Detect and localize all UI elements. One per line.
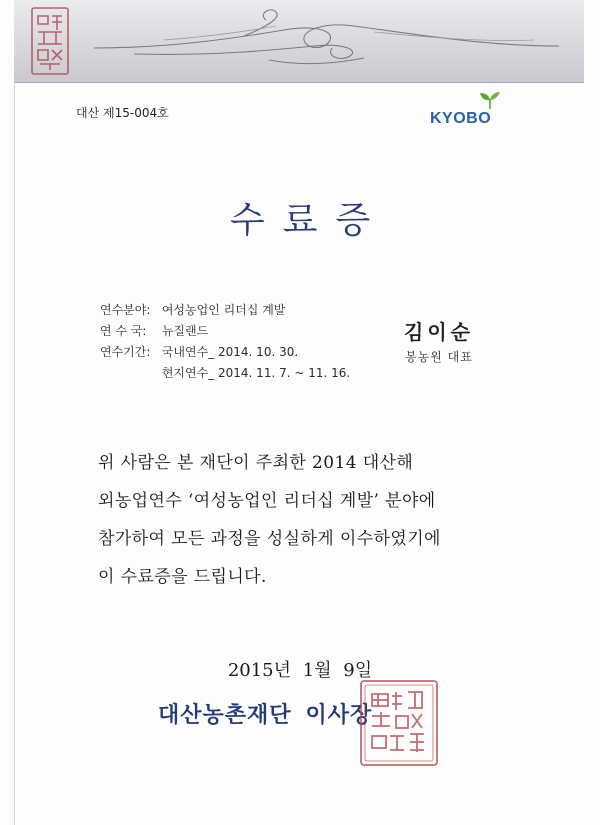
issuer [158, 698, 372, 729]
document-number: 대산 제15-004호 [76, 106, 169, 120]
issuer-org: 대산농촌재단 [158, 703, 292, 728]
certificate-title: 수료증 [229, 200, 389, 241]
overseas-period: 현지연수_ 2014. 11. 7. ~ 11. 16. [161, 366, 351, 380]
info-row-field [100, 300, 350, 321]
period-label: 연수기간: [100, 345, 151, 359]
country-value: 뉴질랜드 [161, 324, 209, 338]
field-label: 연수분야: [100, 303, 151, 317]
body-line: 외농업연수 ‘여성농업인 리더십 계발’ 분야에 [98, 491, 436, 511]
info-row-period [100, 342, 350, 363]
country-label: 연 수 국: [100, 324, 147, 338]
red-seal-stamp-bottom [356, 676, 442, 770]
field-value: 여성농업인 리더십 계발 [161, 303, 286, 317]
issuer-role: 이사장 [305, 703, 373, 728]
info-row-overseas [100, 363, 350, 384]
domestic-period: 국내연수_ 2014. 10. 30. [161, 345, 299, 359]
recipient-name: 김이순 [404, 320, 474, 344]
body-line: 위 사람은 본 재단이 주최한 2014 대산해 [98, 453, 414, 473]
decorative-header-banner [14, 0, 584, 83]
logo-text: KYOBO [430, 110, 492, 127]
flourish-ornament [14, 0, 584, 82]
leaf-icon [478, 92, 502, 110]
recipient-affiliation: 봉농원 대표 [405, 350, 473, 364]
training-info [100, 300, 350, 384]
issue-date: 2015년 1월 9일 [227, 660, 373, 681]
recipient-block [404, 316, 474, 365]
red-seal-stamp-top [26, 2, 74, 80]
kyobo-logo [430, 92, 510, 134]
info-row-country [100, 321, 350, 342]
body-line: 이 수료증을 드립니다. [98, 567, 267, 587]
body-line: 참가하여 모든 과정을 성실하게 이수하였기에 [98, 529, 441, 549]
certificate-body [98, 444, 518, 596]
